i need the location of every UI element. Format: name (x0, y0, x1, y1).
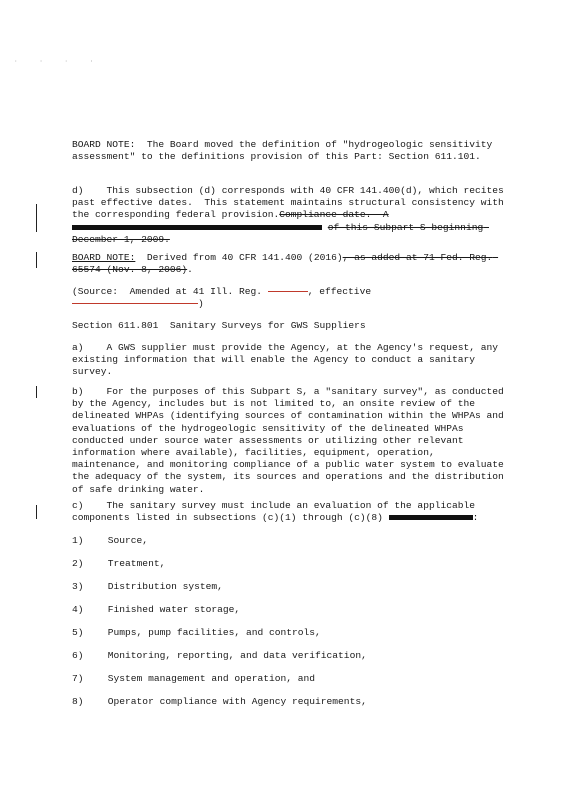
board-note-end: . (187, 264, 193, 276)
change-bar (36, 252, 37, 268)
list-item-number: 4) (72, 604, 84, 615)
list-item-text: Source, (107, 535, 149, 546)
source-note (72, 286, 508, 310)
list-item-number: 6) (72, 650, 84, 661)
list-item-text: Pumps, pump facilities, and controls, (107, 627, 321, 638)
paragraph-a-text: A GWS supplier must provide the Agency, at the Agency's request, any existing information that will enable the Agency to conduct a sanitary survey. (72, 342, 504, 378)
list-item-number: 2) (72, 558, 84, 569)
scan-marks: · · · · (14, 58, 103, 65)
redaction-bar (389, 515, 473, 520)
paragraph-c-text: The sanitary survey must include an evaluation of the applicable components listed in subsections (c)(1) through (c)(8) (72, 500, 481, 524)
list-item-text: Finished water storage, (107, 604, 241, 615)
board-note-2 (72, 252, 508, 276)
redaction-bar (72, 225, 322, 230)
change-bar (36, 204, 37, 232)
list-item-text: Operator compliance with Agency requirements, (107, 696, 367, 707)
paragraph-b-label: b) (72, 386, 84, 397)
section-heading: Section 611.801 Sanitary Surveys for GWS Suppliers (72, 320, 366, 331)
list-item-number: 1) (72, 535, 84, 546)
blank-line (72, 303, 198, 304)
paragraph-c-end: : (472, 512, 479, 524)
paragraph-c-label: c) (72, 500, 84, 511)
change-bar (36, 386, 37, 398)
struck-text: Compliance date. A (279, 209, 389, 221)
source-mid: , effective (307, 286, 372, 297)
board-note-label: BOARD NOTE: (72, 139, 136, 150)
list-item (72, 604, 240, 616)
list-item-number: 5) (72, 627, 84, 638)
paragraph-d-text: This subsection (d) corresponds with 40 CFR 141.400(d), which recites past effective dates. This statement maintains structural consistency with the corresponding federal provision. (72, 185, 510, 221)
list-item (72, 558, 165, 570)
paragraph-b (72, 386, 508, 496)
list-item-text: Distribution system, (107, 581, 223, 592)
board-note-1 (72, 139, 508, 163)
change-bar (36, 505, 37, 519)
paragraph-b-text: For the purposes of this Subpart S, a "sanitary survey", as conducted by the Agency, includes but is not limited to, an onsite review of the delineated WHPAs (identifying sources of contamination within the WHPAs and evaluations of the hydrogeologic sensitivity of the delineated WHPAs conducted under source water assessments or utilizing other relevant information where available), facilities, equipment, operation, maintenance, and monitoring compliance of a public water system to evaluate the adequacy of the system, its sources and operations and the distribution of safe drinking water. (72, 386, 510, 495)
paragraph-c (72, 500, 508, 524)
list-item-number: 7) (72, 673, 84, 684)
list-item (72, 650, 367, 662)
list-item-text: Treatment, (107, 558, 166, 569)
paragraph-d-label: d) (72, 185, 84, 196)
board-note-text: Derived from 40 CFR 141.400 (2016) (146, 252, 343, 263)
struck-text: , as added at 71 Fed. Reg. 65574 (Nov. 8, 2006) (72, 252, 499, 276)
list-item (72, 673, 315, 685)
list-item (72, 581, 223, 593)
list-item-number: 8) (72, 696, 84, 707)
blank-line (268, 291, 308, 292)
board-note-label: BOARD NOTE: (72, 252, 136, 263)
paragraph-a-label: a) (72, 342, 84, 353)
list-item-text: Monitoring, reporting, and data verification, (107, 650, 367, 661)
list-item (72, 627, 321, 639)
struck-text: of this Subpart S beginning December 1, 2009. (72, 221, 489, 245)
list-item (72, 535, 148, 547)
list-item-number: 3) (72, 581, 84, 592)
source-text: (Source: Amended at 41 Ill. Reg. (72, 286, 268, 297)
list-item-text: System management and operation, and (107, 673, 316, 684)
paragraph-d (72, 185, 508, 246)
board-note-text: The Board moved the definition of "hydrogeologic sensitivity assessment" to the definitions provision of this Part: Section 611.101. (72, 139, 499, 163)
source-end: ) (198, 298, 204, 310)
paragraph-a (72, 342, 508, 379)
list-item (72, 696, 367, 708)
